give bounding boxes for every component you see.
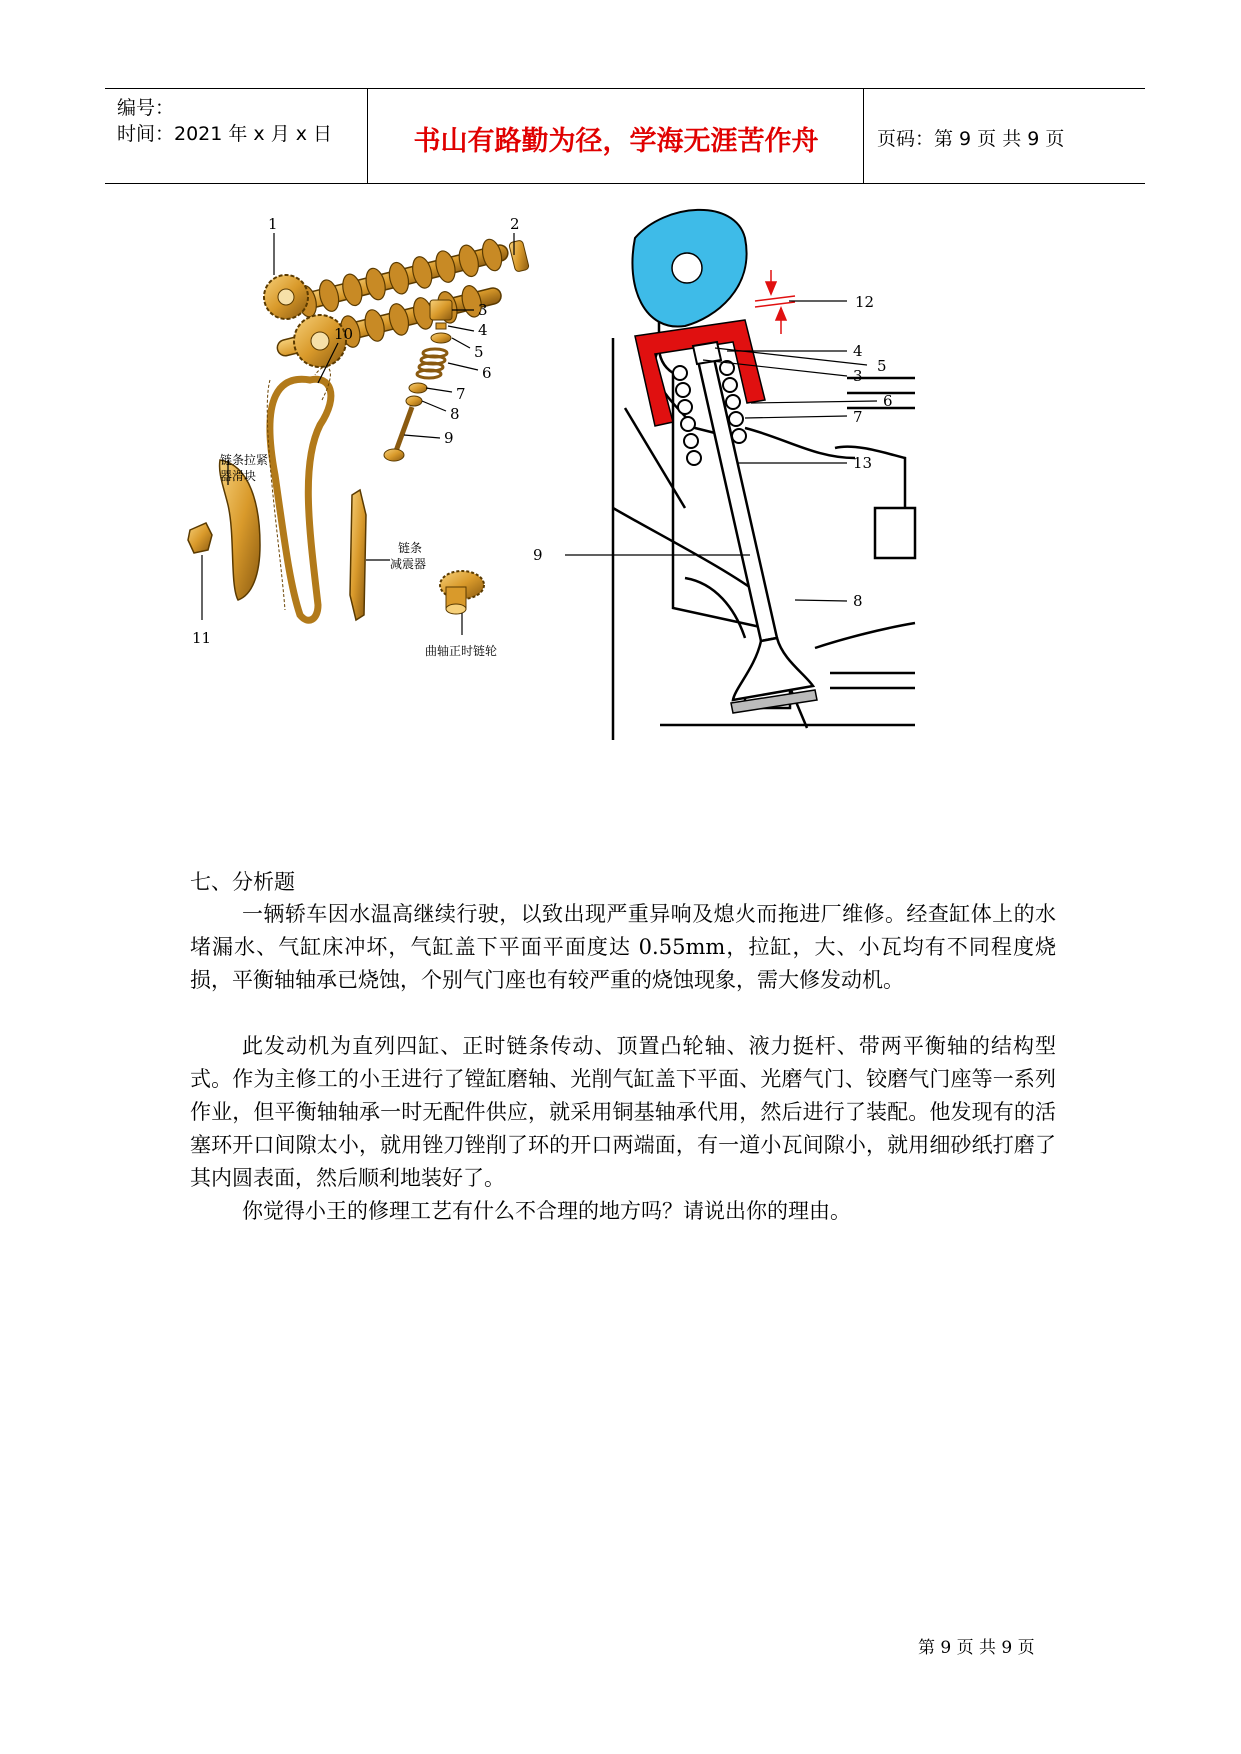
tensioner-guide-label-line1: 链条拉紧 (220, 453, 269, 467)
label-4: 4 (478, 321, 488, 339)
timing-chain-illustration (267, 367, 331, 620)
camshafts-illustration (264, 236, 529, 367)
label-1: 1 (268, 215, 278, 233)
label-12: 12 (855, 293, 875, 311)
label-10: 10 (334, 325, 354, 343)
paragraph-1: 一辆轿车因水温高继续行驶，以致出现严重异响及熄火而拖进厂维修。经查缸体上的水堵漏水、气缸床冲坏，气缸盖下平面平面度达 0.55mm，拉缸，大、小瓦均有不同程度烧损，平衡轴轴承已烧蚀，个别气门座也有较严重的烧蚀现象，需大修发动机。 (190, 902, 1056, 992)
tensioner-illustration (188, 523, 212, 553)
header-right-cell (865, 89, 1145, 183)
chain-damper-label-line2: 减震器 (390, 557, 427, 571)
label-6: 6 (482, 364, 492, 382)
valve-cross-section-figure (533, 208, 1005, 748)
paragraph-3: 你觉得小王的修理工艺有什么不合理的地方吗？请说出你的理由。 (242, 1199, 851, 1223)
label-3-right: 3 (853, 367, 863, 385)
document-time-label: 时间：2021 年 x 月 x 日 (117, 123, 333, 145)
label-5-right: 5 (877, 357, 887, 375)
label-13: 13 (853, 454, 873, 472)
motto-text: 书山有路勤为径，学海无涯苦作舟 (413, 126, 819, 157)
label-6-right: 6 (883, 392, 893, 410)
label-8: 8 (450, 405, 460, 423)
document-number-label: 编号： (117, 97, 175, 119)
tensioner-guide-label-line2: 器滑块 (220, 469, 257, 483)
header-left-cell (105, 89, 368, 183)
valve-clearance-indicator (755, 270, 795, 334)
label-7-right: 7 (853, 408, 863, 426)
chain-damper-illustration (350, 490, 366, 620)
chain-damper-label-line1: 链条 (398, 541, 423, 555)
label-8-right: 8 (853, 592, 863, 610)
page-code: 页码：第 9 页 共 9 页 (877, 128, 1065, 150)
section-title: 七、分析题 (190, 870, 295, 894)
label-7: 7 (456, 385, 466, 403)
label-9-right: 9 (533, 546, 543, 564)
label-9: 9 (444, 429, 454, 447)
crank-sprocket-illustration (440, 571, 484, 614)
camshaft-lobe (632, 210, 746, 327)
label-5: 5 (474, 343, 484, 361)
header-middle-cell (369, 89, 864, 183)
label-2: 2 (510, 215, 520, 233)
crank-sprocket-label: 曲轴正时链轮 (425, 644, 498, 658)
page-footer: 第 9 页 共 9 页 (918, 1638, 1035, 1658)
paragraph-2: 此发动机为直列四缸、正时链条传动、顶置凸轮轴、液力挺杆、带两平衡轴的结构型式。作为主修工的小王进行了镗缸磨轴、光削气缸盖下平面、光磨气门、铰磨气门座等一系列作业，但平衡轴轴承一时无配件供应，就采用铜基轴承代用，然后进行了装配。他发现有的活塞环开口间隙太小，就用锉刀锉削了环的开口两端面，有一道小瓦间隙小，就用细砂纸打磨了其内圆表面，然后顺利地装好了。 (190, 1034, 1056, 1190)
timing-chain-exploded-figure (190, 215, 580, 745)
label-4-right: 4 (853, 342, 863, 360)
label-3: 3 (478, 301, 488, 319)
header-table (105, 88, 1145, 184)
label-11: 11 (192, 629, 212, 647)
